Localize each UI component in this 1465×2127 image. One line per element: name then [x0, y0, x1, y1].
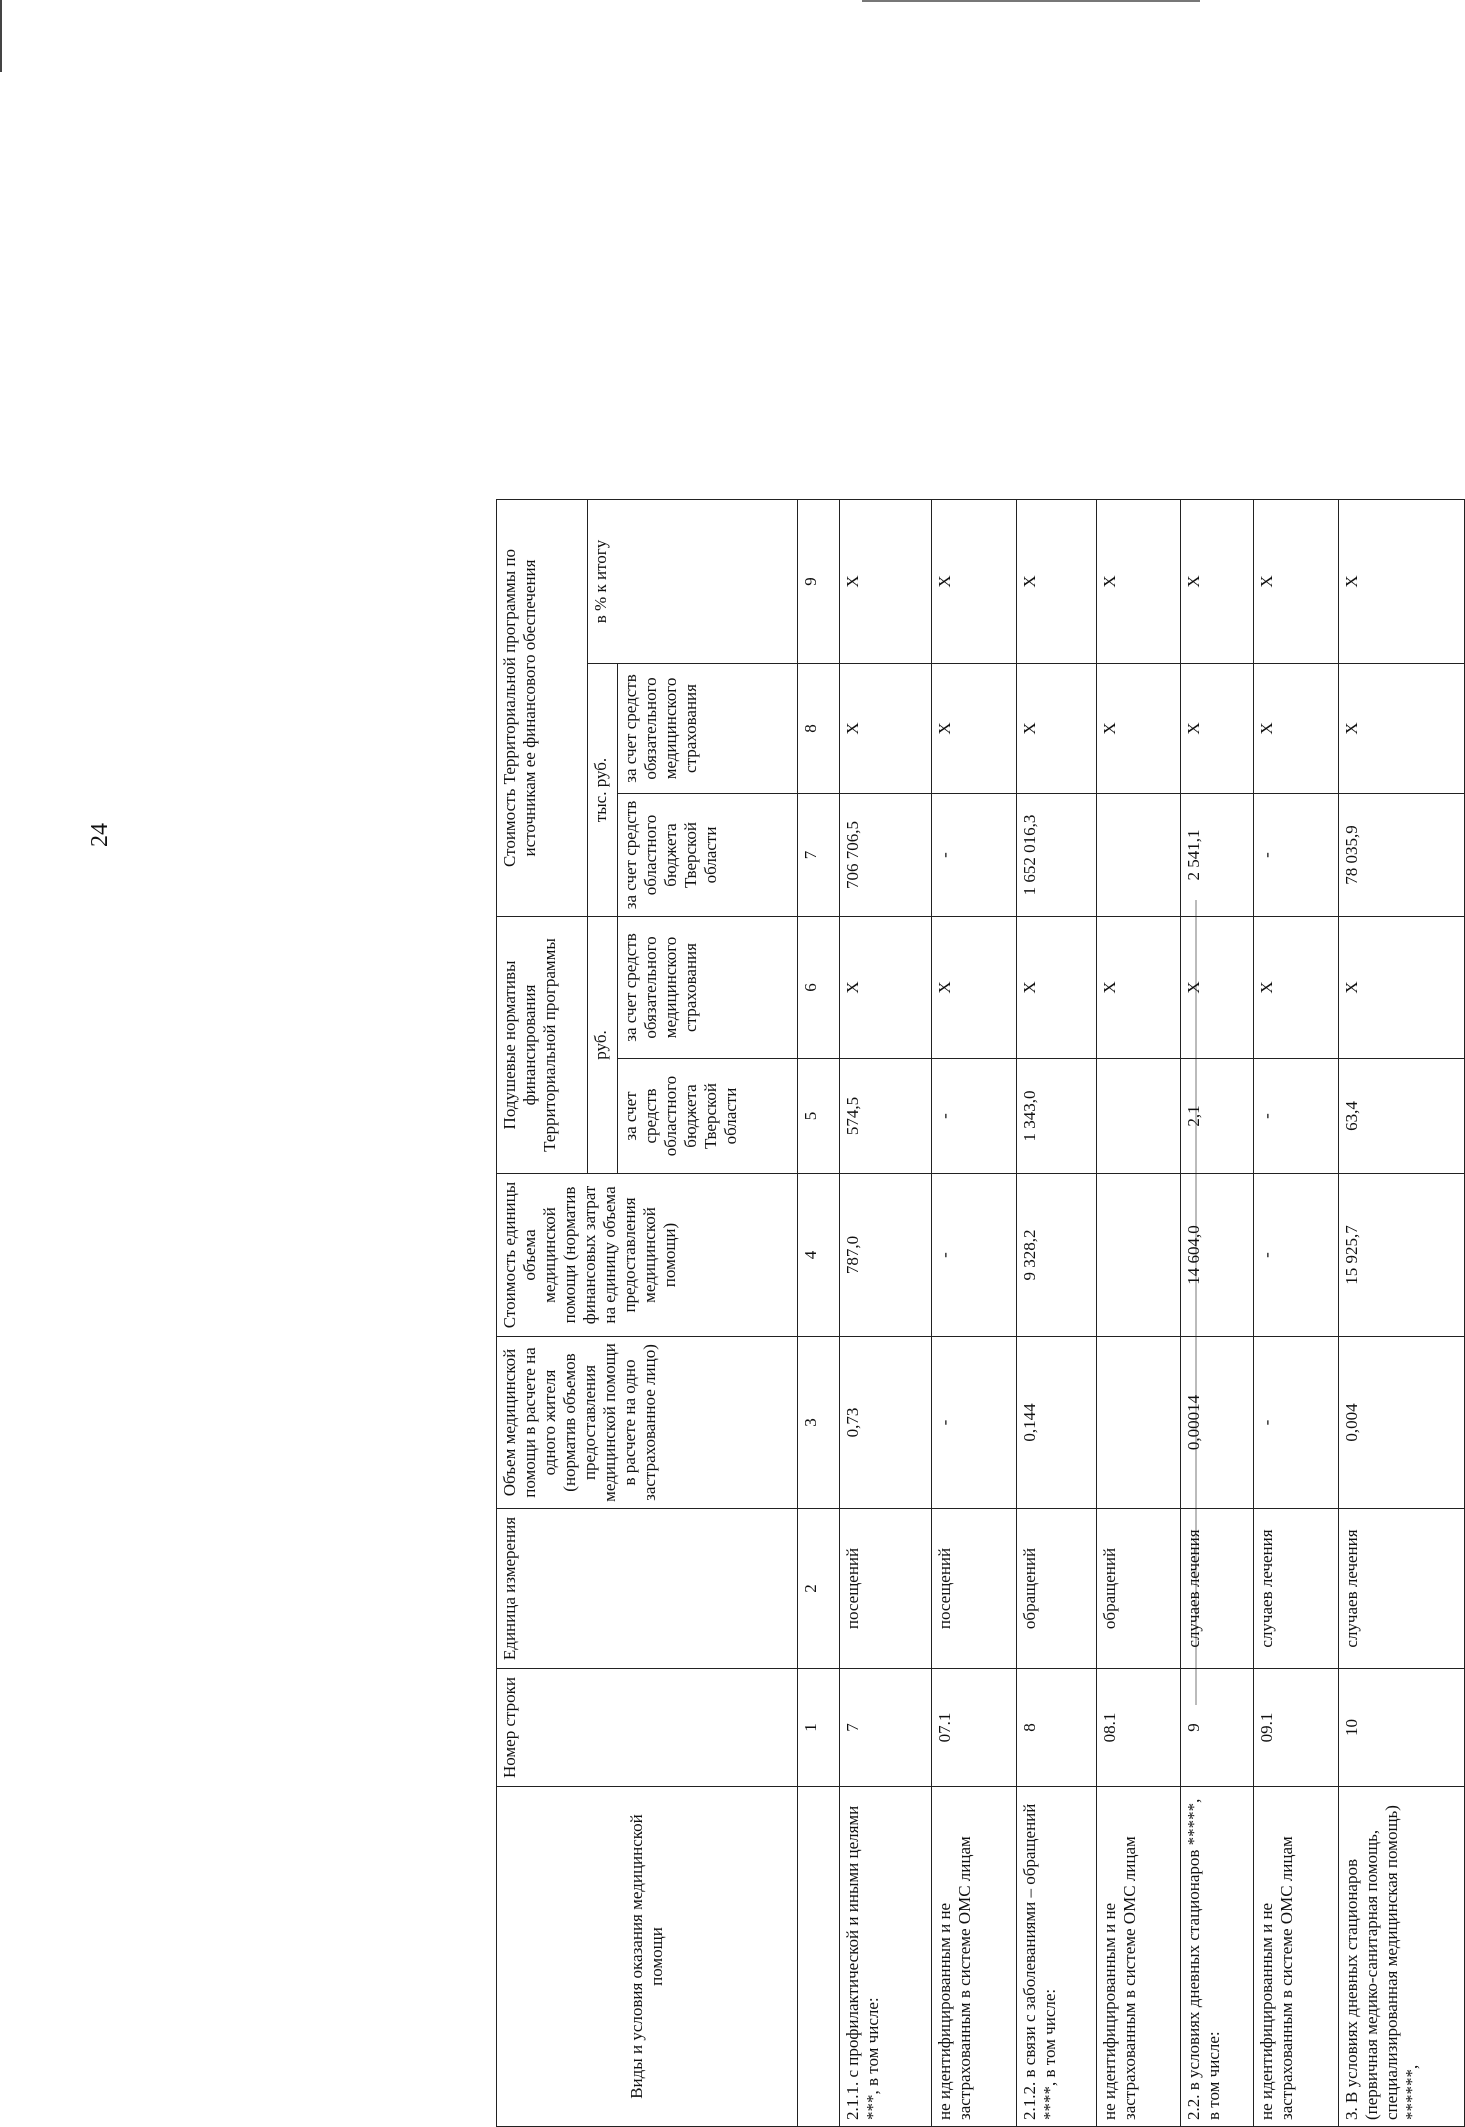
column-number: 2	[797, 1508, 839, 1668]
cell-unit-cost: -	[1253, 1173, 1339, 1336]
cell-budget-total: 706 706,5	[839, 793, 931, 916]
cell-oms-norm: Х	[1180, 916, 1252, 1058]
header-rub: руб.	[587, 916, 618, 1173]
cell-budget-norm: 2,1	[1180, 1058, 1252, 1173]
column-number: 7	[797, 793, 839, 916]
cell-kind: не идентифицированным и не застрахованным в системе ОМС лицам	[1253, 1786, 1339, 2126]
cell-budget-total	[1096, 793, 1181, 916]
column-number: 8	[797, 663, 839, 793]
header-thous-rub: тыс. руб.	[587, 663, 618, 916]
cell-row-number: 7	[839, 1668, 931, 1786]
cell-volume: 0,004	[1338, 1336, 1464, 1508]
cell-oms-norm: Х	[1253, 916, 1339, 1058]
cell-budget-norm: 574,5	[839, 1058, 931, 1173]
cell-unit: посещений	[839, 1508, 931, 1668]
cell-percent: Х	[1016, 499, 1096, 663]
cell-budget-norm: 63,4	[1338, 1058, 1464, 1173]
column-number: 4	[797, 1173, 839, 1336]
scan-edge-mark	[862, 0, 1200, 2]
cell-volume	[1096, 1336, 1181, 1508]
cell-row-number: 08.1	[1096, 1668, 1181, 1786]
cell-row-number: 9	[1180, 1668, 1252, 1786]
cell-kind: 3. В условиях дневных стационаров (первичная медико-санитарная помощь, специализированная медицинская помощь) ******,	[1338, 1786, 1464, 2126]
header-oms: за счет средств обязательного медицинского страхования	[617, 916, 797, 1058]
cell-unit-cost: 9 328,2	[1016, 1173, 1096, 1336]
cell-volume: -	[931, 1336, 1017, 1508]
cell-volume: 0,00014	[1180, 1336, 1252, 1508]
cell-percent: Х	[931, 499, 1017, 663]
cell-kind: 2.1.2. в связи с заболеваниями – обращений ****, в том числе:	[1016, 1786, 1096, 2126]
cell-oms-norm: Х	[931, 916, 1017, 1058]
header-unit: Единица измерения	[496, 1508, 797, 1668]
header-regional-budget: за счет средств областного бюджета Тверской области	[617, 793, 797, 916]
cell-unit-cost: 787,0	[839, 1173, 931, 1336]
header-row	[496, 499, 587, 2126]
cell-percent: Х	[1338, 499, 1464, 663]
cell-oms-total: Х	[1096, 663, 1181, 793]
cell-oms-total: Х	[1338, 663, 1464, 793]
cell-budget-total: 78 035,9	[1338, 793, 1464, 916]
cell-row-number: 07.1	[931, 1668, 1017, 1786]
rotated-table-container	[496, 500, 1465, 2127]
cell-budget-total: 2 541,1	[1180, 793, 1252, 916]
cell-budget-norm: -	[931, 1058, 1017, 1173]
cell-volume: 0,144	[1016, 1336, 1096, 1508]
table-row	[1096, 499, 1181, 2126]
column-number-row	[797, 499, 839, 2126]
cell-percent: Х	[1096, 499, 1181, 663]
header-unit-cost: Стоимость единицы объема медицинской помощи (норматив финансовых затрат на единицу объема предоставления медицинской помощи)	[496, 1173, 797, 1336]
header-kinds: Виды и условия оказания медицинской помощи	[496, 1786, 797, 2126]
cell-kind: 2.1.1. с профилактической и иными целями ***, в том числе:	[839, 1786, 931, 2126]
column-number: 3	[797, 1336, 839, 1508]
column-number	[797, 1786, 839, 2126]
table-row	[1180, 499, 1252, 2126]
cell-oms-total: Х	[1253, 663, 1339, 793]
column-number: 5	[797, 1058, 839, 1173]
cell-oms-norm: Х	[839, 916, 931, 1058]
header-volume: Объем медицинской помощи в расчете на одного жителя (норматив объемов предоставления медицинской помощи в расчете на одно застрахованное лицо)	[496, 1336, 797, 1508]
cell-unit: случаев лечения	[1338, 1508, 1464, 1668]
table-row	[839, 499, 931, 2126]
cell-kind: не идентифицированным и не застрахованным в системе ОМС лицам	[1096, 1786, 1181, 2126]
header-total-cost: Стоимость Территориальной программы по источникам ее финансового обеспечения	[496, 499, 587, 916]
table-row	[1338, 499, 1464, 2126]
cell-unit-cost: -	[931, 1173, 1017, 1336]
column-number: 9	[797, 499, 839, 663]
cell-oms-total: Х	[1180, 663, 1252, 793]
cell-kind: 2.2. в условиях дневных стационаров *****, в том числе:	[1180, 1786, 1252, 2126]
cell-percent: Х	[1253, 499, 1339, 663]
cell-budget-total: -	[1253, 793, 1339, 916]
table-row	[931, 499, 1017, 2126]
cell-unit-cost	[1096, 1173, 1181, 1336]
cell-row-number: 10	[1338, 1668, 1464, 1786]
page-number: 24	[87, 823, 113, 847]
cell-budget-norm: 1 343,0	[1016, 1058, 1096, 1173]
cell-volume: 0,73	[839, 1336, 931, 1508]
header-per-capita: Подушевые нормативы финансирования Территориальной программы	[496, 916, 587, 1173]
cell-volume: -	[1253, 1336, 1339, 1508]
cell-unit: случаев лечения	[1180, 1508, 1252, 1668]
table-row	[1016, 499, 1096, 2126]
cell-row-number: 09.1	[1253, 1668, 1339, 1786]
table-row	[1253, 499, 1339, 2126]
cell-oms-total: Х	[1016, 663, 1096, 793]
cell-kind: не идентифицированным и не застрахованным в системе ОМС лицам	[931, 1786, 1017, 2126]
scan-edge-mark	[0, 0, 2, 72]
cell-unit: случаев лечения	[1253, 1508, 1339, 1668]
column-number: 1	[797, 1668, 839, 1786]
cell-percent: Х	[839, 499, 931, 663]
header-regional-budget: за счет средств областного бюджета Тверской области	[617, 1058, 797, 1173]
cell-oms-norm: Х	[1096, 916, 1181, 1058]
cell-oms-total: Х	[931, 663, 1017, 793]
cell-budget-norm	[1096, 1058, 1181, 1173]
cell-unit-cost: 15 925,7	[1338, 1173, 1464, 1336]
column-number: 6	[797, 916, 839, 1058]
header-row-number: Номер строки	[496, 1668, 797, 1786]
cell-unit: обращений	[1096, 1508, 1181, 1668]
cell-oms-norm: Х	[1016, 916, 1096, 1058]
header-oms: за счет средств обязательного медицинского страхования	[617, 663, 797, 793]
cell-budget-norm: -	[1253, 1058, 1339, 1173]
cell-oms-norm: Х	[1338, 916, 1464, 1058]
cell-budget-total: -	[931, 793, 1017, 916]
cell-unit: посещений	[931, 1508, 1017, 1668]
cell-unit-cost: 14 604,0	[1180, 1173, 1252, 1336]
cell-row-number: 8	[1016, 1668, 1096, 1786]
cell-percent: Х	[1180, 499, 1252, 663]
cell-unit: обращений	[1016, 1508, 1096, 1668]
financing-table	[496, 498, 1465, 2126]
cell-oms-total: Х	[839, 663, 931, 793]
header-percent: в % к итогу	[587, 499, 797, 663]
cell-budget-total: 1 652 016,3	[1016, 793, 1096, 916]
